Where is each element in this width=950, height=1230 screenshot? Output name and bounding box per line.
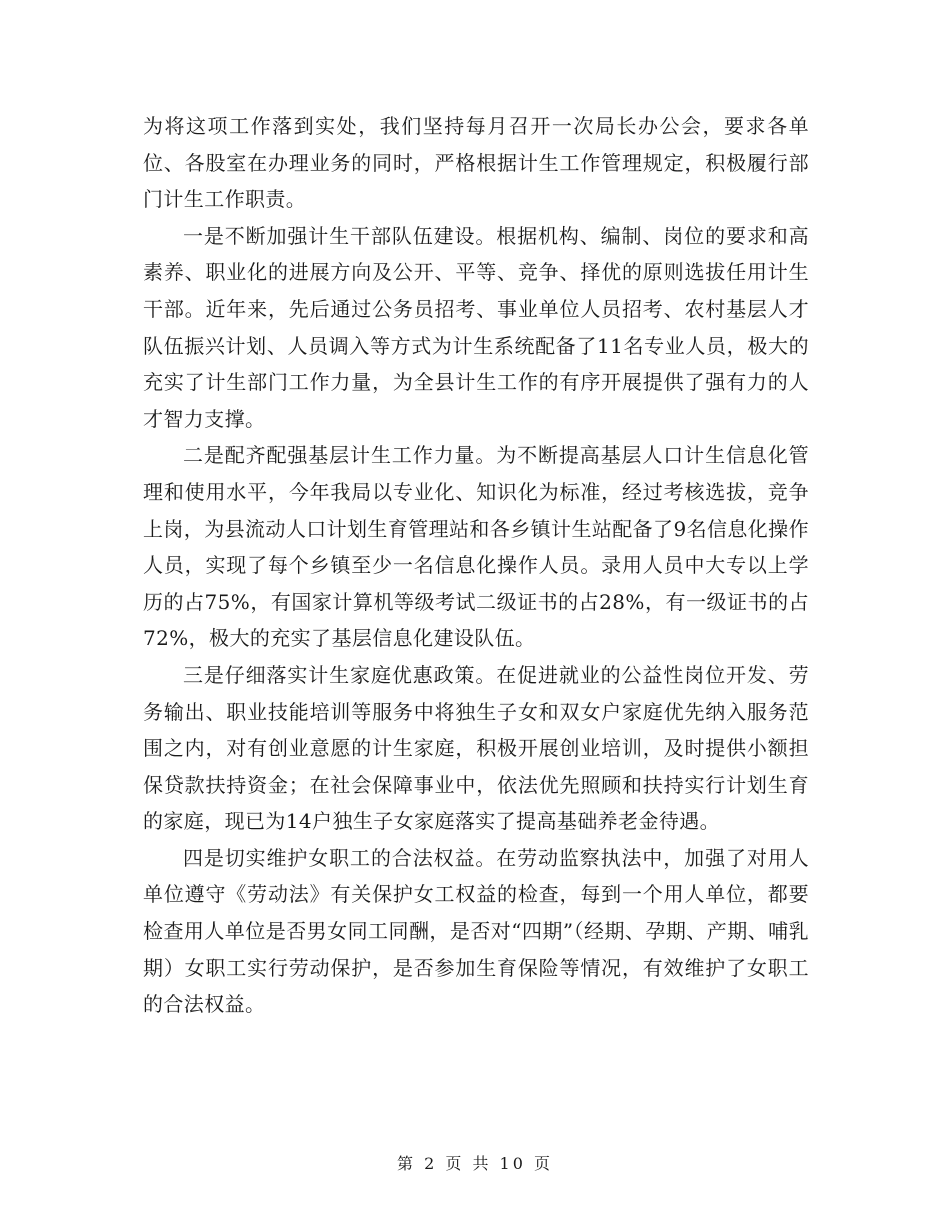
document-body xyxy=(143,108,809,1023)
page-number-footer: 第 2 页 共 10 页 xyxy=(397,1154,553,1173)
paragraph-intro: 为将这项工作落到实处，我们坚持每月召开一次局长办公会，要求各单位、各股室在办理业务的同时，严格根据计生工作管理规定，积极履行部门计生工作职责。 xyxy=(143,114,809,212)
paragraph-cadre-team: 一是不断加强计生干部队伍建设。根据机构、编制、岗位的要求和高素养、职业化的进展方向及公开、平等、竞争、择优的原则选拔任用计生干部。近年来，先后通过公务员招考、事业单位人员招考、农村基层人才队伍振兴计划、人员调入等方式为计生系统配备了11名专业人员，极大的充实了计生部门工作力量，为全县计生工作的有序开展提供了强有力的人才智力支撑。 xyxy=(143,223,809,431)
paragraph-grassroots-staff: 二是配齐配强基层计生工作力量。为不断提高基层人口计生信息化管理和使用水平，今年我局以专业化、知识化为标准，经过考核选拔，竞争上岗，为县流动人口计划生育管理站和各乡镇计生站配备了9名信息化操作人员，实现了每个乡镇至少一名信息化操作人员。录用人员中大专以上学历的占75%，有国家计算机等级考试二级证书的占28%，有一级证书的占72%，极大的充实了基层信息化建设队伍。 xyxy=(143,443,809,651)
paragraph-family-policy: 三是仔细落实计生家庭优惠政策。在促进就业的公益性岗位开发、劳务输出、职业技能培训等服务中将独生子女和双女户家庭优先纳入服务范围之内，对有创业意愿的计生家庭，积极开展创业培训，及时提供小额担保贷款扶持资金；在社会保障事业中，依法优先照顾和扶持实行计划生育的家庭，现已为14户独生子女家庭落实了提高基础养老金待遇。 xyxy=(143,662,809,834)
paragraph-female-workers: 四是切实维护女职工的合法权益。在劳动监察执法中，加强了对用人单位遵守《劳动法》有关保护女工权益的检查，每到一个用人单位，都要检查用人单位是否男女同工同酬，是否对“四期”（经期、孕期、产期、哺乳期）女职工实行劳动保护，是否参加生育保险等情况，有效维护了女职工的合法权益。 xyxy=(143,845,809,1017)
